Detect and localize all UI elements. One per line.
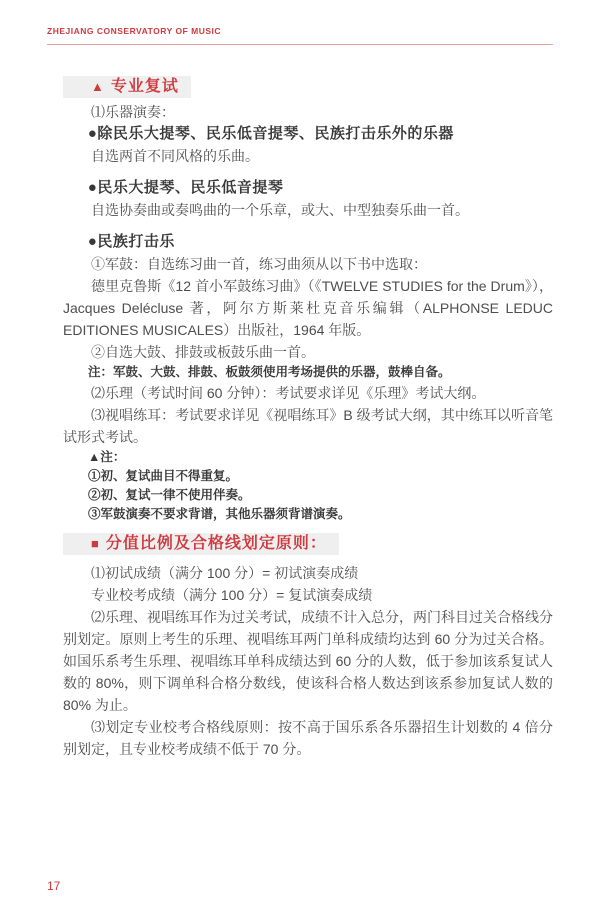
- bullet-icon: ●: [87, 233, 98, 250]
- text-content: 除民乐大提琴、民乐低音提琴、民族打击乐外的乐器: [97, 125, 454, 142]
- bullet-heading: [63, 231, 553, 253]
- text-content: 自选两首不同风格的乐曲。: [91, 148, 259, 164]
- text-content: 德里克鲁斯《12 首小军鼓练习曲》（《TWELVE STUDIES for the Drum》），Jacques Delécluse 著，阿尔方斯莱杜克音乐编辑（ALPHONSE LEDUC EDITIONES MUSICALES）出版社，1964 年版。: [63, 278, 553, 338]
- triangle-icon: ▲: [91, 79, 104, 94]
- paragraph: [63, 341, 553, 363]
- text-content: ①军鼓：自选练习曲一首，练习曲须从以下书中选取：: [91, 256, 427, 272]
- paragraph: [63, 606, 553, 716]
- paragraph: [63, 199, 553, 221]
- text-content: ⑵乐理（考试时间 60 分钟）：考试要求详见《乐理》考试大纲。: [91, 385, 486, 401]
- bullet-icon: ●: [87, 125, 98, 142]
- text-content: ▲注：: [88, 450, 126, 464]
- paragraph: [63, 404, 553, 448]
- paragraph: [63, 716, 553, 760]
- header-rule: [47, 44, 553, 45]
- paragraph: [63, 584, 553, 606]
- text-content: 自选协奏曲或奏鸣曲的一个乐章，或大、中型独奏乐曲一首。: [91, 202, 469, 218]
- page-number: 17: [47, 879, 61, 893]
- bullet-icon: ●: [87, 179, 98, 196]
- text-content: 专业校考成绩（满分 100 分）= 复试演奏成绩: [91, 587, 373, 603]
- section-header-bar: [63, 76, 191, 98]
- text-content: 注：军鼓、大鼓、排鼓、板鼓须使用考场提供的乐器，鼓棒自备。: [88, 365, 451, 379]
- document-header-title: ZHEJIANG CONSERVATORY OF MUSIC: [47, 26, 222, 36]
- text-content: ③军鼓演奏不要求背谱，其他乐器须背谱演奏。: [88, 507, 351, 521]
- text-content: ②自选大鼓、排鼓或板鼓乐曲一首。: [91, 344, 315, 360]
- text-content: 民乐大提琴、民乐低音提琴: [97, 179, 284, 196]
- text-content: ⑴初试成绩（满分 100 分）= 初试演奏成绩: [91, 565, 359, 581]
- note-line: [63, 467, 553, 486]
- section-title: 分值比例及合格线划定原则：: [105, 535, 327, 552]
- paragraph: [63, 101, 553, 123]
- text-content: ⑶划定专业校考合格线原则：按不高于国乐系各乐器招生计划数的 4 倍分别划定，且专业校考成绩不低于 70 分。: [63, 719, 553, 757]
- section-header-bar: [63, 533, 339, 555]
- note-line: [63, 486, 553, 505]
- section-title: 专业复试: [110, 78, 179, 95]
- square-icon: ■: [91, 536, 99, 551]
- paragraph: [63, 145, 553, 167]
- paragraph: [63, 253, 553, 275]
- paragraph: [63, 562, 553, 584]
- text-content: ①初、复试曲目不得重复。: [88, 469, 239, 483]
- text-content: ⑴乐器演奏：: [91, 104, 175, 120]
- bullet-heading: [63, 123, 553, 145]
- note-line: [63, 363, 553, 382]
- text-content: 民族打击乐: [97, 233, 175, 250]
- text-content: ⑵乐理、视唱练耳作为过关考试，成绩不计入总分，两门科目过关合格线分别划定。原则上考生的乐理、视唱练耳两门单科成绩均达到 60 分为过关合格。如国乐系考生乐理、视唱练耳单科成绩达到 60 分的人数，低于参加该系复试人数的 80%，则下调单科合格分数线，使该科合格人数达到该系参加复试人数的 80% 为止。: [63, 609, 553, 713]
- text-content: ②初、复试一律不使用伴奏。: [88, 488, 251, 502]
- note-line: [63, 505, 553, 524]
- text-content: ⑶视唱练耳：考试要求详见《视唱练耳》B 级考试大纲，其中练耳以听音笔试形式考试。: [63, 407, 553, 445]
- paragraph: [63, 382, 553, 404]
- note-line: [63, 448, 553, 467]
- paragraph: [63, 275, 553, 341]
- document-body: [63, 76, 553, 760]
- bullet-heading: [63, 177, 553, 199]
